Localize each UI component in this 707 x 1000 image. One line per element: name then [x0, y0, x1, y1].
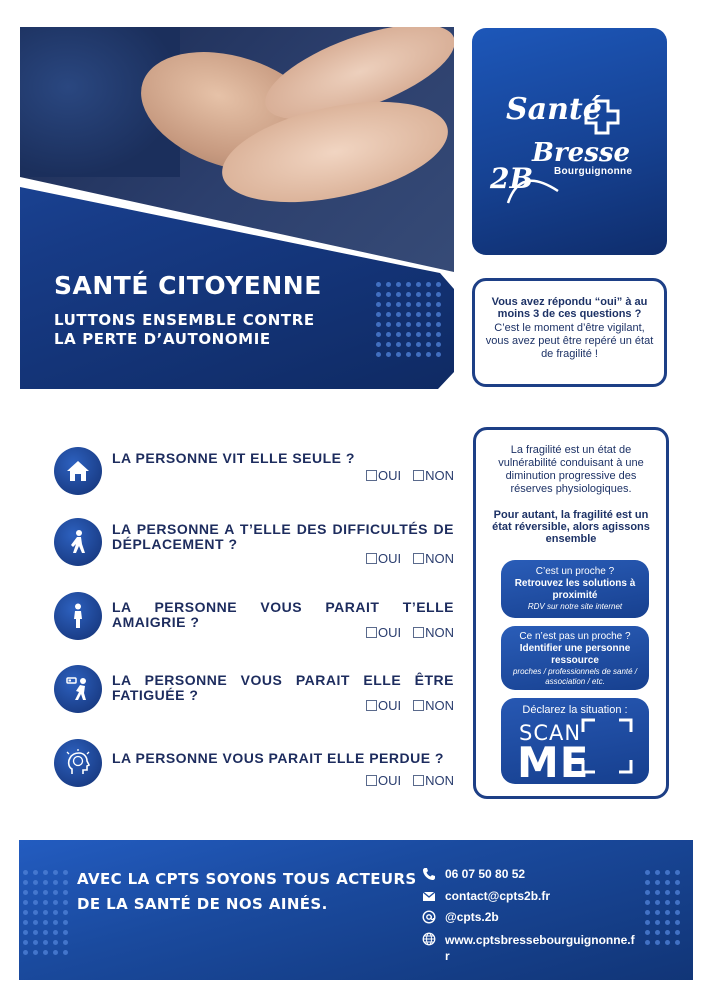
no-checkbox[interactable]: NON	[413, 773, 454, 788]
thin-person-icon	[54, 592, 102, 640]
footer-banner	[19, 840, 693, 980]
question-1: LA PERSONNE VIT ELLE SEULE ? OUI NON	[54, 447, 454, 495]
no-checkbox[interactable]: NON	[413, 698, 454, 713]
no-checkbox[interactable]: NON	[413, 625, 454, 640]
footer-slogan: AVEC LA CPTS SOYONS TOUS ACTEURS DE LA SANTÉ DE NOS AINÉS.	[77, 870, 417, 913]
tired-person-icon	[54, 665, 102, 713]
phone-icon	[422, 867, 436, 881]
yes-checkbox[interactable]: OUI	[366, 625, 401, 640]
sante-2b-logo: Santé Bresse 2B Bourguignonne	[472, 28, 667, 255]
email-contact[interactable]: contact@cpts2b.fr	[422, 889, 550, 903]
social-contact[interactable]: @cpts.2b	[422, 910, 499, 924]
walking-person-icon	[54, 518, 102, 566]
hero-title: SANTÉ CITOYENNE	[54, 271, 322, 300]
footer-dots-right	[645, 870, 680, 945]
brain-head-icon	[54, 739, 102, 787]
website-contact[interactable]: www.cptsbressebourguignonne.fr	[422, 932, 635, 964]
phone-contact[interactable]: 06 07 50 80 52	[422, 867, 525, 881]
yes-checkbox[interactable]: OUI	[366, 551, 401, 566]
footer-dots-left	[23, 870, 68, 955]
email-icon	[422, 889, 436, 903]
at-sign-icon	[422, 910, 436, 924]
fragility-panel: La fragilité est un état de vulnérabilité conduisant à une diminution progressive des réserves physiologiques. Pour autant, la fragilité est un état réversible, alors agissons ensemble C’est un proche ? Retrouvez les solutions à proximité RDV sur notre site internet Ce n’est pas un proche ? Identifier une personne ressource proches / professionnels de santé / association / etc. Déclarez la situation : SCAN ME	[473, 427, 669, 799]
question-2: LA PERSONNE A T’ELLE DES DIFFICULTÉS DE DÉPLACEMENT ? OUI NON	[54, 518, 454, 566]
no-checkbox[interactable]: NON	[413, 551, 454, 566]
globe-icon	[422, 932, 436, 946]
qr-frame-icon	[581, 718, 633, 774]
yes-checkbox[interactable]: OUI	[366, 698, 401, 713]
question-3: LA PERSONNE VOUS PARAIT T’ELLE AMAIGRIE ? OUI NON	[54, 592, 454, 640]
nearby-solutions-button[interactable]: C’est un proche ? Retrouvez les solutions à proximité RDV sur notre site internet	[501, 560, 649, 618]
resource-person-button[interactable]: Ce n’est pas un proche ? Identifier une personne ressource proches / professionnels de santé / association / etc.	[501, 626, 649, 690]
hero-subtitle: LUTTONS ENSEMBLE CONTRE LA PERTE D’AUTONOMIE	[54, 311, 315, 348]
scan-me-qr[interactable]: Déclarez la situation : SCAN ME	[501, 698, 649, 784]
house-icon	[54, 447, 102, 495]
alert-box: Vous avez répondu “oui” à au moins 3 de ces questions ? C’est le moment d’être vigilant, vous avez peut être repéré un état de fragilité !	[472, 278, 667, 387]
yes-checkbox[interactable]: OUI	[366, 468, 401, 483]
no-checkbox[interactable]: NON	[413, 468, 454, 483]
question-5: LA PERSONNE VOUS PARAIT ELLE PERDUE ? OUI NON	[54, 739, 454, 787]
yes-checkbox[interactable]: OUI	[366, 773, 401, 788]
hero-banner	[20, 27, 454, 389]
dots-decoration	[376, 282, 441, 357]
question-4: LA PERSONNE VOUS PARAIT ELLE ÊTRE FATIGUÉE ? OUI NON	[54, 665, 454, 713]
